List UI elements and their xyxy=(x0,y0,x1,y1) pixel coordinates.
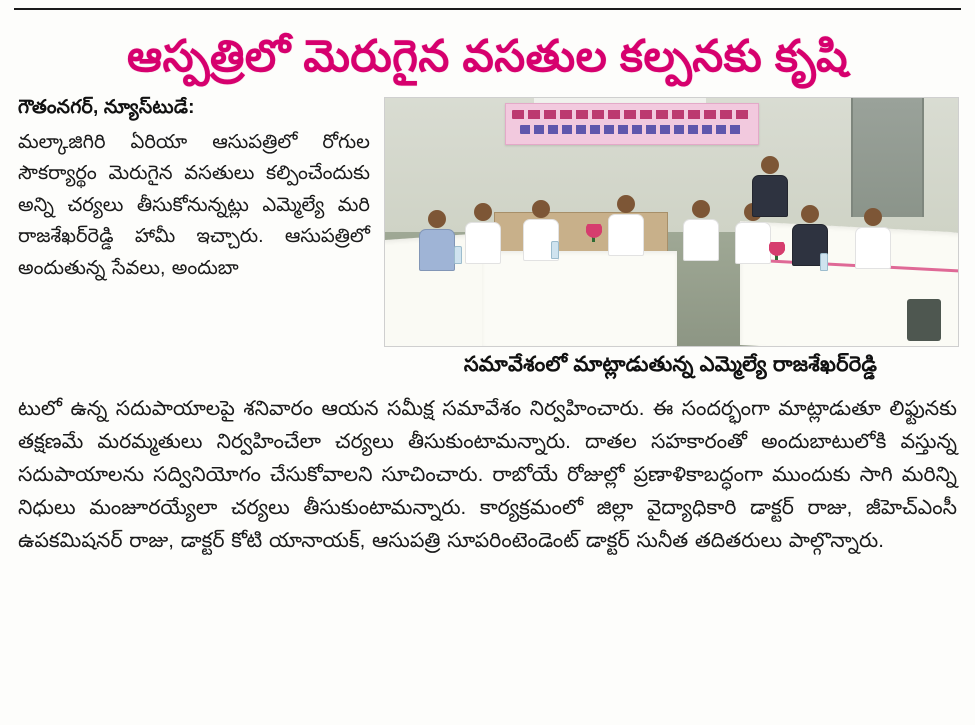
photo-person-body xyxy=(735,222,771,264)
photo-person xyxy=(419,210,455,271)
article-top-block xyxy=(18,97,957,382)
banner-text-line-2 xyxy=(520,125,744,134)
article-right-column xyxy=(384,97,957,382)
photo-water-bottle xyxy=(820,253,828,271)
photo-person-body xyxy=(855,227,891,269)
top-divider-rule xyxy=(14,8,961,10)
photo-person xyxy=(465,203,501,264)
photo-person-head xyxy=(864,208,882,226)
photo-speaker xyxy=(608,195,644,256)
page-title: ఆస్పత్రిలో మెరుగైన వసతుల కల్పనకు కృషి xyxy=(127,32,848,81)
article-photo xyxy=(384,97,959,347)
photo-person-body xyxy=(419,229,455,271)
banner-text-line-1 xyxy=(512,110,752,119)
article-left-column xyxy=(18,97,370,285)
photo-water-bottle xyxy=(454,246,462,264)
photo-head-table-cloth xyxy=(482,251,677,345)
photo-caption: సమావేశంలో మాట్లాడుతున్న ఎమ్మెల్యే రాజశేఖర్‌రెడ్డి xyxy=(463,352,878,376)
photo-person-head xyxy=(801,205,819,223)
dateline: గౌతంనగర్, న్యూస్‌టుడే: xyxy=(18,96,195,118)
photo-banner xyxy=(505,103,759,145)
photo-water-bottle xyxy=(551,241,559,259)
photo-person-head xyxy=(692,200,710,218)
photo-person-head xyxy=(474,203,492,221)
photo-person-head xyxy=(428,210,446,228)
photo-doorway xyxy=(851,98,924,217)
photo-person-body xyxy=(752,175,788,217)
photo-person-head xyxy=(761,156,779,174)
photo-person-head xyxy=(532,200,550,218)
article-content xyxy=(18,97,957,558)
photo-person-body xyxy=(683,219,719,261)
photo-standing-person xyxy=(752,156,788,217)
photo-person xyxy=(683,200,719,261)
photo-flower-vase xyxy=(769,242,785,264)
photo-person xyxy=(855,208,891,269)
photo-person-body xyxy=(608,214,644,256)
photo-person-head xyxy=(617,195,635,213)
lead-paragraph: మల్కాజిగిరి ఏరియా ఆసుపత్రిలో రోగుల సౌకర్యార్థం మెరుగైన వసతులు కల్పించేందుకు అన్ని చర్యలు తీసుకోనున్నట్లు ఎమ్మెల్యే మరి రాజశేఖర్‌రెడ్డి హామీ ఇచ్చారు. ఆసుపత్రిలో అందుతున్న సేవలు, అందుబా xyxy=(18,130,370,279)
photo-chair xyxy=(907,299,941,341)
photo-flower-vase xyxy=(586,224,602,246)
article-body xyxy=(18,392,957,558)
photo-person-body xyxy=(465,222,501,264)
body-paragraph: టులో ఉన్న సదుపాయాలపై శనివారం ఆయన సమీక్ష సమావేశం నిర్వహించారు. ఈ సందర్భంగా మాట్లాడుతూ లిఫ్టునకు తక్షణమే మరమ్మతులు నిర్వహించేలా చర్యలు తీసుకుంటామన్నారు. దాతల సహకారంతో అందుబాటులోకి వస్తున్న సదుపాయాలను సద్వినియోగం చేసుకోవాలని సూచించారు. రాబోయే రోజుల్లో ప్రణాళికాబద్ధంగా ముందుకు సాగి మరిన్ని నిధులు మంజూరయ్యేలా చర్యలు తీసుకుంటామన్నారు. కార్యక్రమంలో జిల్లా వైద్యాధికారి డాక్టర్ రాజు, జీహెచ్‌ఎంసీ ఉపకమిషనర్ రాజు, డాక్టర్ కోటి యానాయక్, ఆసుపత్రి సూపరింటెండెంట్ డాక్టర్ సునీత తదితరులు పాల్గొన్నారు. xyxy=(18,396,957,553)
